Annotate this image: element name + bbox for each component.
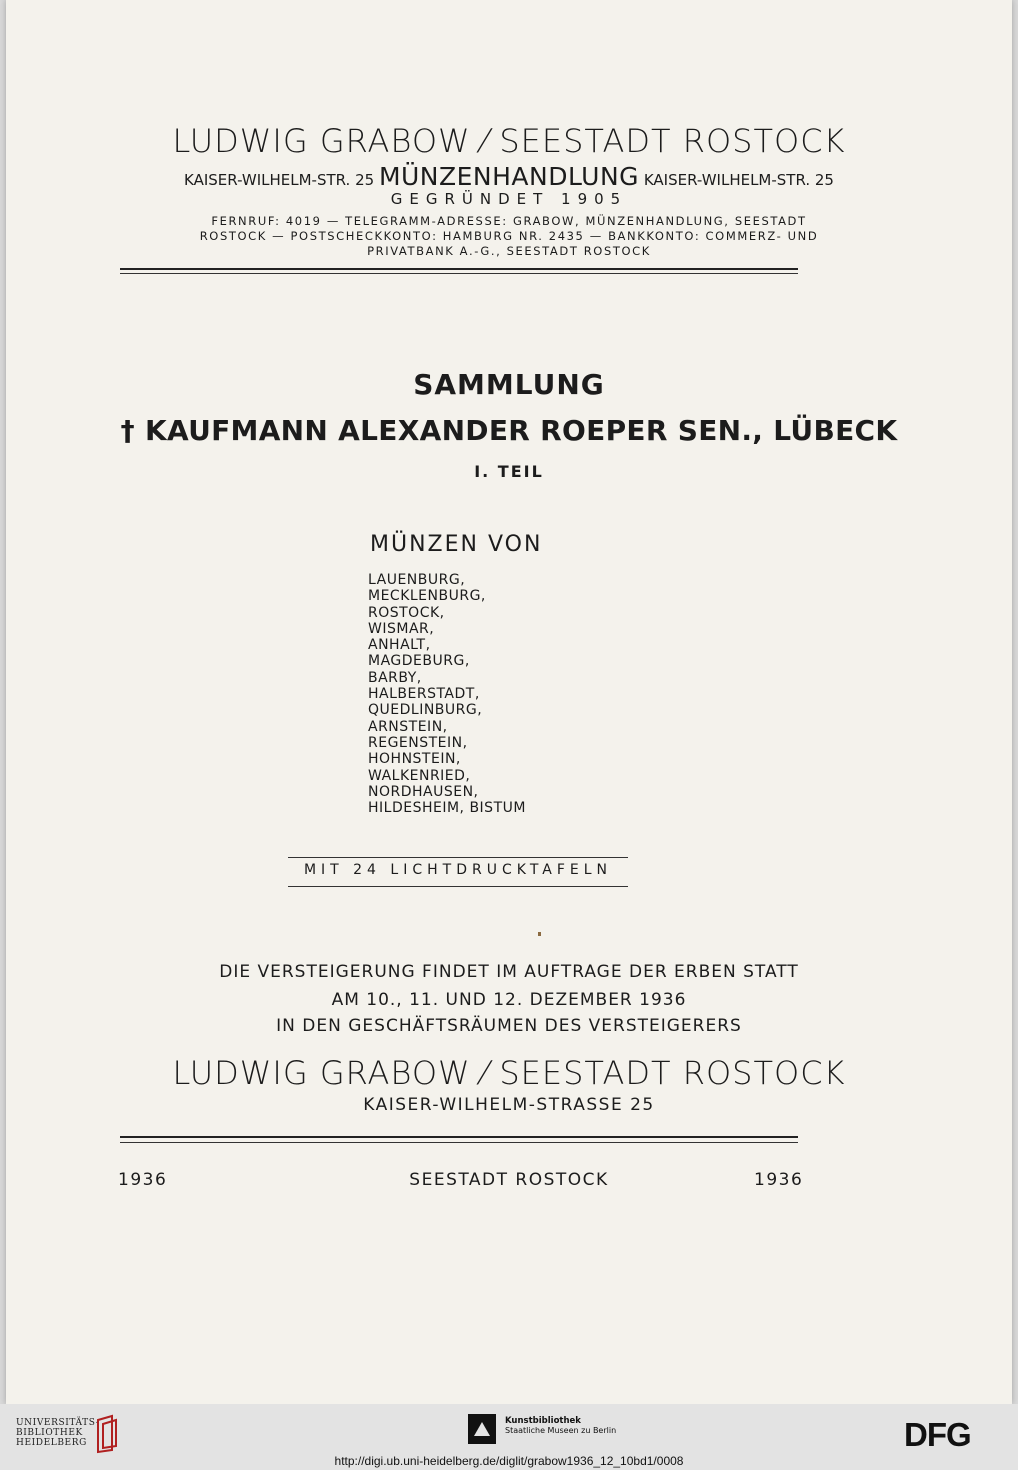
business-name: MÜNZENHANDLUNG [378,162,640,191]
footer-rule-top [120,1136,798,1138]
list-item: MAGDEBURG, [368,653,470,670]
library-footer-bar [0,1404,1018,1470]
plates-note: MIT 24 LICHTDRUCKTAFELN [303,862,613,878]
plates-rule-bottom [288,886,628,887]
title-sammlung: SAMMLUNG [413,368,605,401]
list-item: ROSTOCK, [368,604,445,621]
footer-place: SEESTADT ROSTOCK [409,1170,609,1190]
title-part: I. TEIL [474,462,544,481]
auction-line-3: IN DEN GESCHÄFTSRÄUMEN DES VERSTEIGERERS [276,1016,742,1036]
plates-rule-top [288,857,628,858]
list-item: LAUENBURG, [368,572,466,588]
list-item: WISMAR, [368,620,435,637]
contact-line-2: ROSTOCK — POSTSCHECKKONTO: HAMBURG NR. 2435 — BANKKONTO: COMMERZ- UND [199,229,819,243]
coins-heading: MÜNZEN VON [370,532,543,557]
footer-year-right: 1936 [754,1170,804,1190]
ink-mark [538,932,541,936]
kunstbibliothek-name [505,1416,616,1436]
kb-line-1: Kunstbibliothek [505,1416,581,1426]
kb-line-2: Staatliche Museen zu Berlin [505,1426,617,1435]
auction-firm: LUDWIG GRABOW ⁄ SEESTADT ROSTOCK [172,1054,846,1092]
list-item: QUEDLINBURG, [368,702,483,719]
contact-line-1: FERNRUF: 4019 — TELEGRAMM-ADRESSE: GRABOW, MÜNZENHANDLUNG, SEESTADT [211,214,807,228]
auction-line-1: DIE VERSTEIGERUNG FINDET IM AUFTRAGE DER ERBEN STATT [219,962,799,982]
uni-line-3: HEIDELBERG [16,1438,87,1448]
title-collector: † KAUFMANN ALEXANDER ROEPER SEN., LÜBECK [120,414,898,447]
list-item: NORDHAUSEN, [368,783,479,800]
list-item: ARNSTEIN, [368,718,448,735]
heidelberg-library-name[interactable] [16,1418,99,1448]
list-item: REGENSTEIN, [368,734,468,751]
firm-header: LUDWIG GRABOW ⁄ SEESTADT ROSTOCK [172,122,846,160]
footer-year-left: 1936 [118,1170,168,1190]
header-rule-bottom [120,273,798,274]
list-item: MECKLENBURG, [368,588,486,605]
list-item: ANHALT, [368,637,431,654]
list-item: HOHNSTEIN, [368,751,461,768]
auction-street: KAISER-WILHELM-STRASSE 25 [363,1095,655,1115]
document-page [6,0,1012,1404]
contact-line-3: PRIVATBANK A.-G., SEESTADT ROSTOCK [367,244,651,258]
address-left: KAISER-WILHELM-STR. 25 [184,171,375,189]
dfg-logo[interactable]: DFG [904,1416,971,1453]
header-rule-top [120,268,798,270]
list-item: HALBERSTADT, [368,686,480,703]
list-item: HILDESHEIM, BISTUM [368,800,526,817]
address-right: KAISER-WILHELM-STR. 25 [643,171,834,189]
kunstbibliothek-logo-icon[interactable] [468,1414,496,1444]
uni-line-1: UNIVERSITÄTS- [16,1418,100,1428]
source-url[interactable]: http://digi.ub.uni-heidelberg.de/diglit/grabow1936_12_10bd1/0008 [334,1454,684,1468]
address-line [6,162,1012,191]
list-item: BARBY, [368,669,422,686]
founded-line: GEGRÜNDET 1905 [390,190,628,208]
heidelberg-logo-icon[interactable] [94,1414,120,1454]
places-list [368,572,526,816]
footer-rule-bottom [120,1142,798,1143]
uni-line-2: BIBLIOTHEK [16,1428,83,1438]
list-item: WALKENRIED, [368,767,471,784]
auction-line-2: AM 10., 11. UND 12. DEZEMBER 1936 [331,990,687,1010]
